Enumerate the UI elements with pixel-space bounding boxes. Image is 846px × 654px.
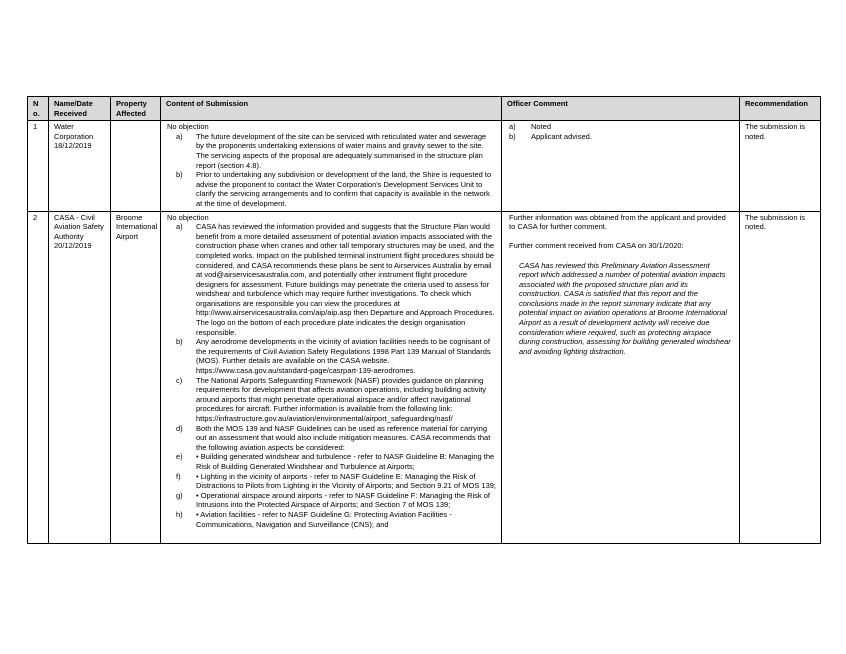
list-item [176,424,496,453]
list-item [176,132,496,170]
list-item-text: Prior to undertaking any subdivision or development of the land, the Shire is requested to advise the proponent to contact the Water Corporation's Development Services Unit to clarify the servicing arrangements and to confirm that capacity is available in the network at the time of development. [196,170,492,208]
cell-name-date: Water Corporation 18/12/2019 [49,121,111,211]
cell-content-of-submission [161,121,502,211]
column-header-recommendation: Recommendation [740,97,821,121]
officer-comment-paragraph: Further comment received from CASA on 30/1/2020: [509,241,684,251]
cell-recommendation: The submission is noted. [740,211,821,543]
officer-comment-casa-quote: CASA has reviewed this Preliminary Aviation Assessment report which addressed a number of potential aviation impacts associated with the proposed structure plan and its construction. CASA is satisfied that this report and the conclusions made in the report summary indicate that any potential impact on aviation operations at Broome International Airport as a result of development activity will receive due consideration where required, such as protecting airspace during construction, assessing for building generated windshear and avoiding lighting distraction. [519,260,731,356]
list-item-label: e) [176,452,183,462]
list-item-label: a) [509,122,516,132]
list-item [176,510,496,529]
column-header-name-date: Name/Date Received [49,97,111,121]
column-header-no: No. [28,97,49,121]
list-item-label: b) [176,337,183,347]
cell-no: 2 [28,211,49,543]
list-item-label: b) [176,170,183,180]
list-item-label: b) [509,131,516,141]
list-item-label: a) [176,131,183,141]
content-intro: No objection [167,212,209,222]
list-item-text: • Operational airspace around airports - refer to NASF Guideline F: Managing the Risk of Intrusions into the Protected Airspace of Airports; and Section 7 of MOS 139; [196,490,491,510]
list-item-text: The future development of the site can be serviced with reticulated water and sewerage by the proponents undertaking extensions of water mains and gravity sewer to the site. The servicing aspects of the proposal are adequately summarised in the structure plan report (section 4.8). [196,131,487,170]
list-item-text: Both the MOS 139 and NASF Guidelines can be used as reference material for carrying out an assessment that would also include mitigation measures. CASA recommends that the following aviation aspects be considered: [196,423,491,452]
list-item-text: CASA has reviewed the information provided and suggests that the Structure Plan would benefit from a more detailed assessment of potential aviation impacts associated with the construction phase when cranes and other tall temporary structures may be used, and the completed works. Impact on the published terminal instrument flight procedures should be considered, and CASA recommends these plans be sent to Airservices Australia by email at vod@airservicesaustralia.com, and potentially other instrument flight procedure designers for assessment. Future buildings may penetrate the criteria used to assess for windshear and turbulence which may require further investigations. To check which organisations are responsible you can view the procedures at http://www.airservicesaustralia.com/aip/aip.asp then Departure and Approach Procedures. The logo on the bottom of each procedure plate indicates the design organisation responsible. [196,222,495,337]
list-item-text: • Aviation facilities - refer to NASF Guideline G: Protecting Aviation Facilities - Communications, Navigation and Surveillance (CNS); and [196,509,452,529]
cell-property-affected: Broome International Airport [111,211,161,543]
content-intro: No objection [167,122,209,132]
column-header-content: Content of Submission [161,97,502,121]
cell-no: 1 [28,121,49,211]
cell-content-of-submission [161,211,502,543]
officer-comment-list [509,122,733,141]
list-item-label: c) [176,375,183,385]
list-item [509,132,733,142]
list-item [176,472,496,491]
list-item [176,170,496,208]
list-item-text: Applicant advised. [531,131,592,141]
table-header-row [28,97,821,121]
table-row [28,211,821,543]
column-header-property: Property Affected [111,97,161,121]
list-item-text: • Lighting in the vicinity of airports - refer to NASF Guideline E: Managing the Risk of Distractions to Pilots from Lighting in the Vicinity of Airports; and Section 9.21 of MOS 139; [196,471,497,491]
content-list [176,222,496,529]
list-item-label: d) [176,423,183,433]
officer-comment-paragraph: Further information was obtained from the applicant and provided to CASA for further comment. [509,212,726,232]
cell-name-date: CASA - Civil Aviation Safety Authority 20/12/2019 [49,211,111,543]
list-item [176,222,496,337]
list-item-label: a) [176,222,183,232]
list-item [176,337,496,375]
content-list [176,132,496,209]
list-item-text: Any aerodrome developments in the vicinity of aviation facilities needs to be cognisant of the requirements of Civil Aviation Safety Regulations 1998 Part 139 Manual of Standards (MOS). Further details are available on the CASA website. https://www.casa.gov.au/standard-page/casrpart-139-aerodromes. [196,337,491,376]
list-item-text: The National Airports Safeguarding Framework (NASF) provides guidance on planning requirements for development that affects aviation operations, including building activity around airports that might penetrate operational airspace and/or affect navigational procedures for aircraft. Further information is available from the following link: https://infrastructure.gov.au/aviation/environmental/airport_safeguarding/nasf/ [196,375,487,423]
list-item [176,376,496,424]
schedule-of-submissions-table [27,96,821,544]
cell-officer-comment [502,211,740,543]
column-header-officer-comment: Officer Comment [502,97,740,121]
list-item-label: g) [176,490,183,500]
table-row [28,121,821,211]
list-item [176,452,496,471]
list-item-text: • Building generated windshear and turbulence - refer to NASF Guideline B: Managing the Risk of Building Generated Windshear and Turbulence at Airports; [196,452,495,471]
list-item [176,491,496,510]
cell-property-affected [111,121,161,211]
list-item-label: f) [176,471,181,481]
list-item-text: Noted [531,122,552,132]
list-item [509,122,733,132]
list-item-label: h) [176,509,183,519]
cell-officer-comment [502,121,740,211]
cell-recommendation: The submission is noted. [740,121,821,211]
